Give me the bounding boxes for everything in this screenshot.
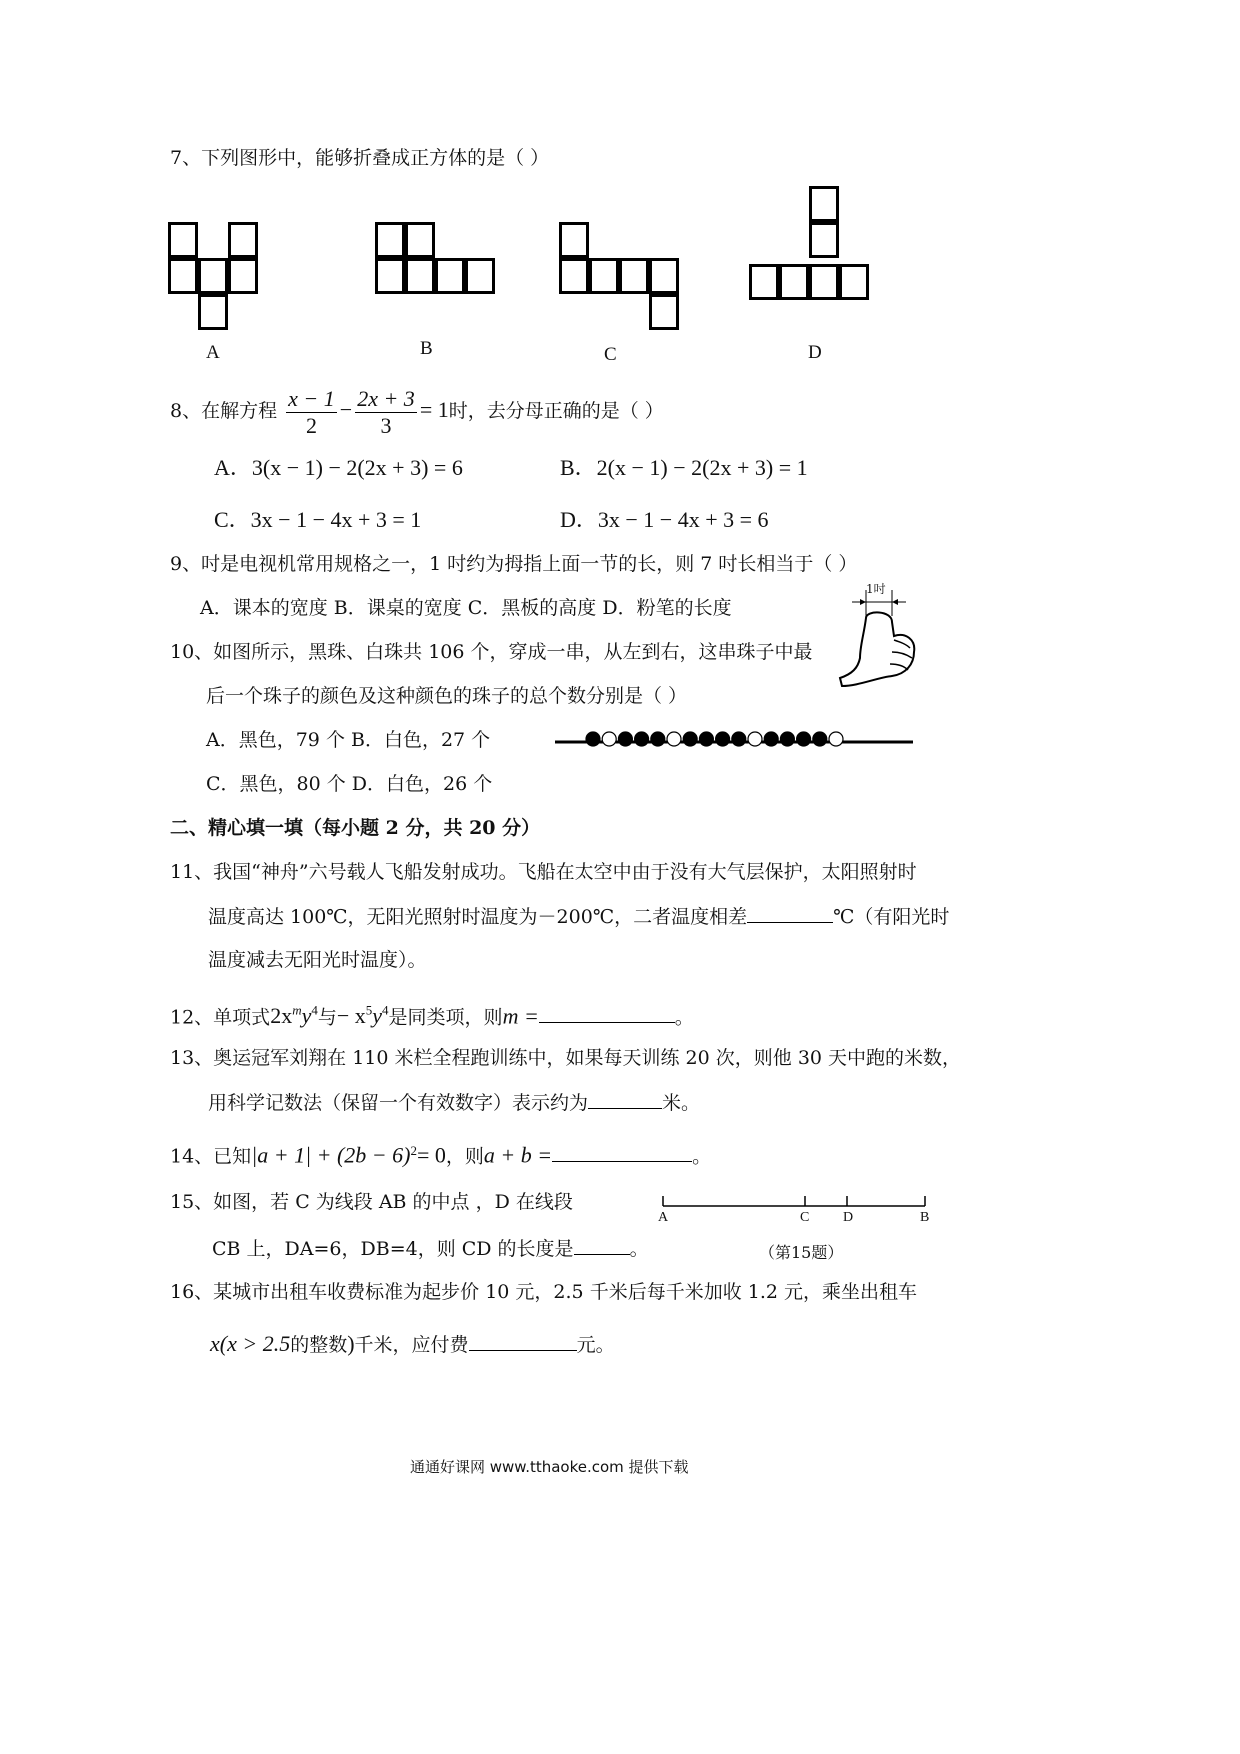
- q12-mid: 与: [317, 1006, 337, 1029]
- q14-mid: ，则: [445, 1145, 484, 1168]
- segment-figure: [655, 1190, 935, 1270]
- answer-blank-16[interactable]: [469, 1332, 577, 1351]
- black-bead: [683, 732, 697, 746]
- q11-line2-b: ℃（有阳光时: [833, 906, 950, 928]
- q8-suffix: 时，去分母正确的是（ ）: [448, 400, 664, 422]
- black-bead: [618, 732, 632, 746]
- monomial-1: $2x^my^4$: [270, 1003, 318, 1029]
- q10-options-cd: C．黑色，80 个 D．白色，26 个: [206, 773, 493, 795]
- answer-blank-11[interactable]: [747, 904, 833, 923]
- answer-blank-13[interactable]: [588, 1090, 662, 1109]
- q15-line1: 15、如图，若 C 为线段 AB 的中点 ，D 在线段: [170, 1191, 573, 1213]
- q11-line2: [208, 904, 949, 929]
- minus-sign: −: [339, 397, 353, 422]
- black-bead: [732, 732, 746, 746]
- bead-string: [555, 728, 913, 752]
- white-bead: [667, 732, 681, 746]
- answer-blank-15[interactable]: [574, 1236, 630, 1255]
- q10-options-ab: A．黑色，79 个 B．白色，27 个: [206, 729, 491, 751]
- q12-prefix: 12、单项式: [170, 1006, 271, 1029]
- white-bead: [602, 732, 616, 746]
- black-bead: [635, 732, 649, 746]
- white-bead: [748, 732, 762, 746]
- q8-prefix: 8、在解方程: [170, 400, 278, 422]
- black-bead: [699, 732, 713, 746]
- q12-line: [170, 996, 694, 1032]
- label-d: D: [808, 342, 822, 363]
- frac-2-num: 2x + 3: [357, 385, 415, 411]
- black-bead: [780, 732, 794, 746]
- q8-option-d: D．3x − 1 − 4x + 3 = 6: [560, 507, 769, 532]
- black-bead: [813, 732, 827, 746]
- q12-end: 。: [674, 1006, 694, 1029]
- q11-line1: 11、我国“神舟”六号载人飞船发射成功。飞船在太空中由于没有大气层保护，太阳照射时: [170, 861, 917, 883]
- q15-line2-b: 。: [629, 1238, 649, 1260]
- q16-d: 千米，应付费: [354, 1334, 469, 1356]
- q16-math: x(x > 2.5: [210, 1331, 291, 1356]
- segment-svg: [655, 1190, 935, 1230]
- label-a: A: [206, 342, 220, 363]
- hand-figure: [836, 582, 920, 698]
- q8-option-c: C．3x − 1 − 4x + 3 = 1: [214, 507, 422, 532]
- q14-end: 。: [692, 1145, 712, 1168]
- frac-2: [355, 386, 417, 439]
- hand-label: 1吋: [866, 582, 886, 596]
- q8-stem: [170, 382, 664, 439]
- q15-line2-a: CB 上，DA=6，DB=4，则 CD 的长度是: [212, 1238, 574, 1260]
- point-d: D: [843, 1210, 854, 1225]
- q13-line2: [208, 1090, 700, 1115]
- q7-stem: 7、下列图形中，能够折叠成正方体的是（ ）: [170, 147, 550, 169]
- q16-c: ): [347, 1331, 355, 1356]
- q13-line2-b: 米。: [662, 1092, 701, 1114]
- q13-line1: 13、奥运冠军刘翔在 110 米栏全程跑训练中，如果每天训练 20 次，则他 30 天中跑的米数，: [170, 1047, 962, 1069]
- q9-options: A．课本的宽度 B．课桌的宽度 C．黑板的高度 D．粉笔的长度: [200, 597, 732, 619]
- bead-string-svg: [555, 728, 913, 752]
- q14-var: a + b =: [483, 1142, 553, 1168]
- frac-2-den: 3: [380, 412, 392, 438]
- label-c: C: [604, 344, 617, 365]
- white-bead: [829, 732, 843, 746]
- q14-line: [170, 1136, 711, 1171]
- answer-blank-12[interactable]: [539, 1004, 675, 1023]
- q14-exp: 2: [410, 1143, 417, 1158]
- frac-1: [286, 386, 337, 439]
- thumb-icon: [836, 582, 920, 698]
- q10-line2: 后一个珠子的颜色及这种颜色的珠子的总个数分别是（ ）: [206, 685, 688, 707]
- q16-line2: [210, 1330, 615, 1359]
- frac-1-num: x − 1: [288, 385, 335, 411]
- q9-stem: 9、吋是电视机常用规格之一，1 吋约为拇指上面一节的长，则 7 吋长相当于（ ）: [170, 553, 858, 575]
- q14-prefix: 14、已知: [170, 1145, 252, 1168]
- q14-eq: = 0: [416, 1142, 446, 1168]
- q8-option-b: B．2(x − 1) − 2(2x + 3) = 1: [560, 455, 808, 480]
- q13-line2-a: 用科学记数法（保留一个有效数字）表示约为: [208, 1092, 589, 1114]
- answer-blank-14[interactable]: [552, 1143, 692, 1162]
- q15-line2: [212, 1236, 649, 1261]
- black-bead: [716, 732, 730, 746]
- figure-caption: （第15题）: [759, 1243, 844, 1262]
- q16-b: 的整数: [290, 1334, 348, 1356]
- point-a: A: [658, 1210, 669, 1225]
- black-bead: [797, 732, 811, 746]
- q12-var: m =: [502, 1003, 539, 1029]
- q10-line1: 10、如图所示，黑珠、白珠共 106 个，穿成一串，从左到右，这串珠子中最: [170, 641, 813, 663]
- black-bead: [586, 732, 600, 746]
- eq-rhs: = 1: [419, 397, 449, 422]
- monomial-2: − $x^5y^4$: [336, 1003, 389, 1029]
- frac-1-den: 2: [305, 412, 317, 438]
- label-b: B: [420, 338, 433, 359]
- footer-credit: 通通好课网 www.tthaoke.com 提供下载: [410, 1458, 689, 1476]
- q11-line3: 温度减去无阳光时温度）。: [208, 949, 427, 971]
- point-b: B: [920, 1210, 930, 1225]
- black-bead: [764, 732, 778, 746]
- q16-e: 元。: [576, 1334, 615, 1356]
- q12-suffix: 是同类项，则: [388, 1006, 503, 1029]
- point-c: C: [800, 1210, 810, 1225]
- black-bead: [651, 732, 665, 746]
- q11-line2-a: 温度高达 100℃，无阳光照射时温度为－200℃，二者温度相差: [208, 906, 748, 928]
- q16-line1: 16、某城市出租车收费标准为起步价 10 元，2.5 千米后每千米加收 1.2 元，乘坐出租车: [170, 1281, 917, 1303]
- q14-expr: |a + 1| + (2b − 6): [251, 1142, 411, 1168]
- q8-option-a: A．3(x − 1) − 2(2x + 3) = 6: [214, 455, 463, 480]
- section-2-title: 二、精心填一填（每小题 2 分，共 20 分）: [170, 817, 541, 839]
